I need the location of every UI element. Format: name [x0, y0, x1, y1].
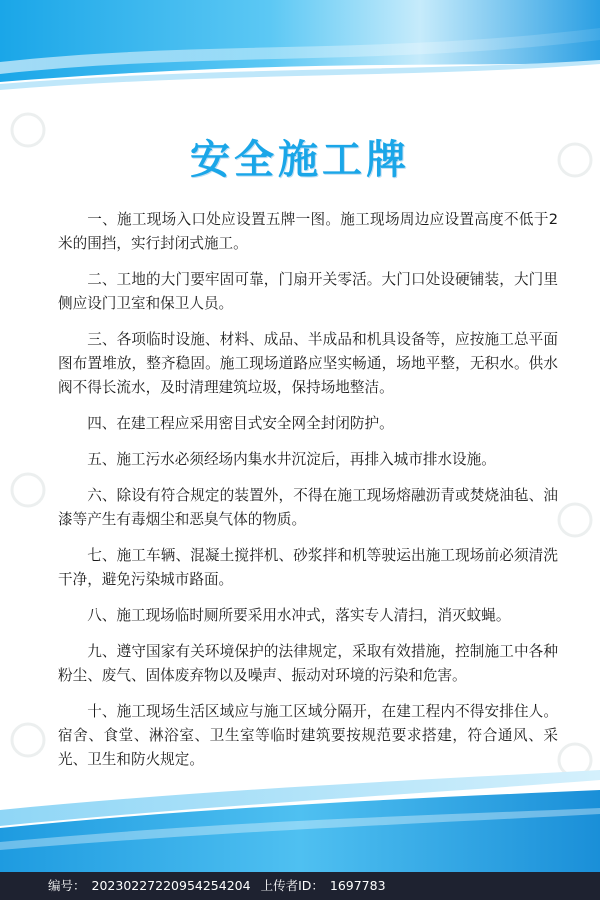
sign-content [58, 208, 558, 784]
rule-item-1: 一、施工现场入口处应设置五牌一图。施工现场周边应设置高度不低于2米的围挡，实行封闭式施工。 [58, 211, 558, 252]
rule-item-6: 六、除设有符合规定的装置外，不得在施工现场熔融沥青或焚烧油毡、油漆等产生有毒烟尘和恶臭气体的物质。 [58, 487, 558, 528]
top-wave-decoration [0, 0, 600, 100]
rule-item-4: 四、在建工程应采用密目式安全网全封闭防护。 [87, 415, 394, 432]
rule-item-7: 七、施工车辆、混凝土搅拌机、砂浆拌和机等驶运出施工现场前必须清洗干净，避免污染城市路面。 [58, 547, 558, 588]
rule-item-2: 二、工地的大门要牢固可靠，门扇开关零活。大门口处设硬铺装，大门里侧应设门卫室和保卫人员。 [58, 271, 558, 312]
rule-item-3: 三、各项临时设施、材料、成品、半成品和机具设备等，应按施工总平面图布置堆放，整齐稳固。施工现场道路应坚实畅通，场地平整，无积水。供水阀不得长流水，及时清理建筑垃圾，保持场地整洁。 [58, 331, 558, 396]
footer-bar [0, 872, 600, 900]
rule-item-10: 十、施工现场生活区域应与施工区域分隔开，在建工程内不得安排住人。宿舍、食堂、淋浴室、卫生室等临时建筑要按规范要求搭建，符合通风、采光、卫生和防火规定。 [58, 703, 558, 768]
page-title: 安全施工牌 [190, 137, 410, 183]
id-value: 20230227220954254204 [91, 878, 251, 893]
rule-item-9: 九、遵守国家有关环境保护的法律规定，采取有效措施，控制施工中各种粉尘、废气、固体废弃物以及噪声、振动对环境的污染和危害。 [58, 643, 558, 684]
id-label: 编号： [48, 878, 86, 893]
rule-item-8: 八、施工现场临时厕所要采用水冲式，落实专人清扫，消灭蚊蝇。 [87, 607, 511, 624]
uploader-label: 上传者ID： [260, 878, 324, 893]
uploader-value: 1697783 [329, 878, 386, 893]
watermark-icon [8, 470, 48, 510]
watermark-icon [555, 500, 595, 540]
rule-item-5: 五、施工污水必须经场内集水井沉淀后，再排入城市排水设施。 [87, 451, 496, 468]
